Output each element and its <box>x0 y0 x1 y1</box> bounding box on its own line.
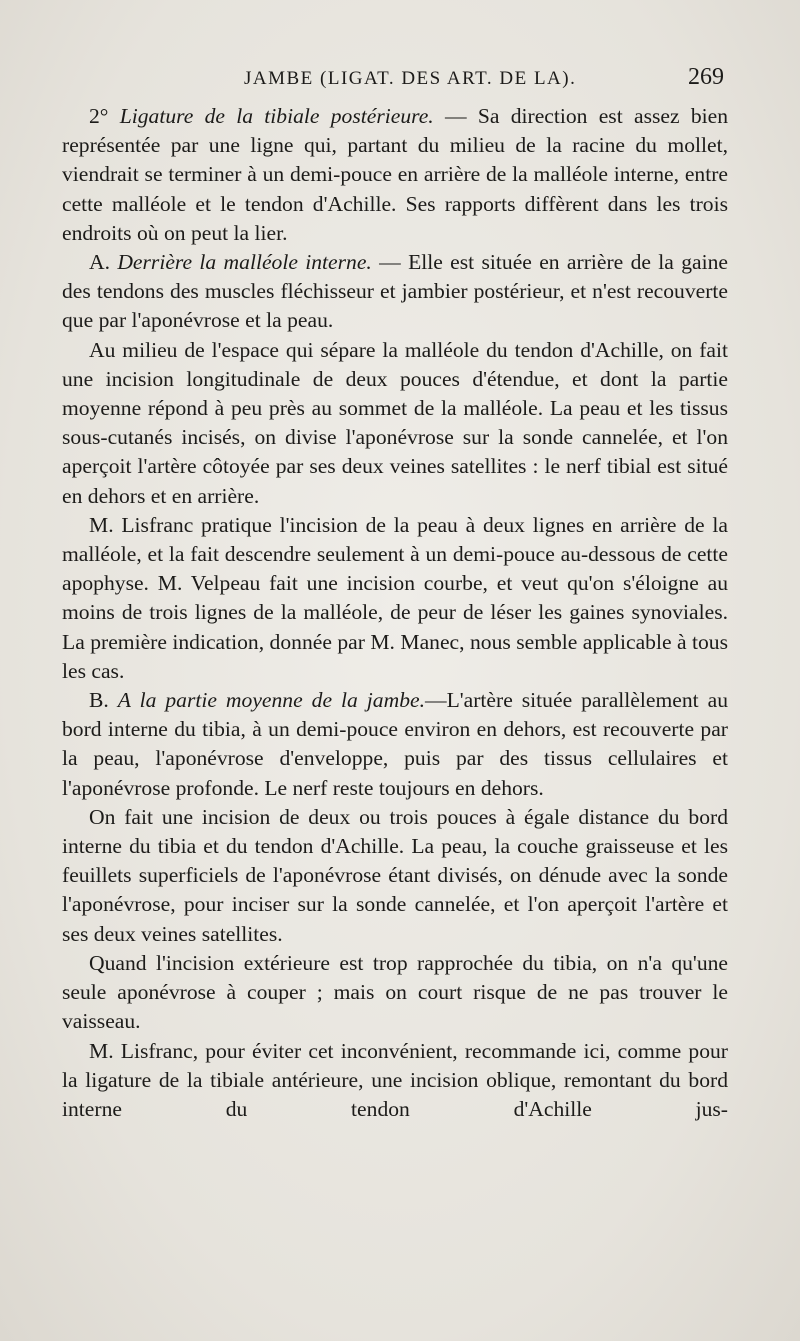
paragraph-text: Quand l'incision extérieure est trop rapprochée du tibia, on n'a qu'une seule aponévrose à couper ; mais on court risque de ne pas trouver le vaisseau. <box>62 950 728 1034</box>
subsection-letter: A. <box>89 250 118 275</box>
page-header <box>62 64 732 96</box>
subsection-letter: B. <box>89 688 118 713</box>
paragraph-tibiale-posterieure <box>62 102 728 248</box>
subsection-title: A la partie moyenne de la jambe. <box>117 688 425 713</box>
paragraph-text: — Sa direction est assez bien représentée par une ligne qui, partant du milieu de la racine du mollet, viendrait se terminer à un demi-pouce en arrière de la malléole interne, entre cette malléole et le tendon d'Achille. Ses rapports diffèrent dans les trois endroits où on peut la lier. <box>62 104 728 245</box>
paragraph-malleole-interne <box>62 248 728 336</box>
section-title: Ligature de la tibiale postérieure. <box>119 104 434 128</box>
paragraph-text: M. Lisfranc, pour éviter cet inconvénient, recommande ici, comme pour la ligature de la tibiale antérieure, une incision oblique, remontant du bord interne du tendon d'Achille jus- <box>62 1038 728 1121</box>
paragraph-text: — Elle est située en arrière de la gaine des tendons des muscles fléchisseur et jambier postérieur, et n'est recouverte que par l'aponévrose et la peau. <box>62 250 728 333</box>
paragraph-text: On fait une incision de deux ou trois pouces à égale distance du bord interne du tibia et du tendon d'Achille. La peau, la couche graisseuse et les feuillets superficiels de l'aponévrose étant divisés, on dénude avec la sonde l'aponévrose, pour inciser sur la sonde cannelée, et l'on aperçoit l'artère et ses deux veines satellites. <box>62 804 728 946</box>
page-number: 269 <box>688 64 724 90</box>
paragraph-text: Au milieu de l'espace qui sépare la malléole du tendon d'Achille, on fait une incision longitudinale de deux pouces d'étendue, et dont la partie moyenne répond à peu près au sommet de la malléole. La peau et les tissus sous-cutanés incisés, on divise l'aponévrose sur la sonde cannelée, et l'on aperçoit l'artère côtoyée par ses deux veines satellites : le nerf tibial est situé en dehors et en arrière. <box>62 337 728 508</box>
body-text <box>62 102 728 1124</box>
running-head: JAMBE (LIGAT. DES ART. DE LA). <box>244 68 577 89</box>
section-number: 2° <box>89 104 120 128</box>
subsection-title: Derrière la malléole interne. <box>117 250 372 275</box>
paragraph-text: M. Lisfranc pratique l'incision de la peau à deux lignes en arrière de la malléole, et la fait descendre seulement à un demi-pouce au-dessous de cette apophyse. M. Velpeau fait une incision courbe, et veut qu'on s'éloigne au moins de trois lignes de la malléole, de peur de léser les gaines synoviales. La première indication, donnée par M. Manec, nous semble applicable à tous les cas. <box>62 512 728 683</box>
paragraph-text: —L'artère située parallèlement au bord interne du tibia, à un demi-pouce environ en dehors, est recouverte par la peau, l'aponévrose d'enveloppe, puis par des tissus cellulaires et l'aponévrose profonde. Le nerf reste toujours en dehors. <box>62 688 729 800</box>
paragraph-partie-moyenne <box>62 686 728 803</box>
